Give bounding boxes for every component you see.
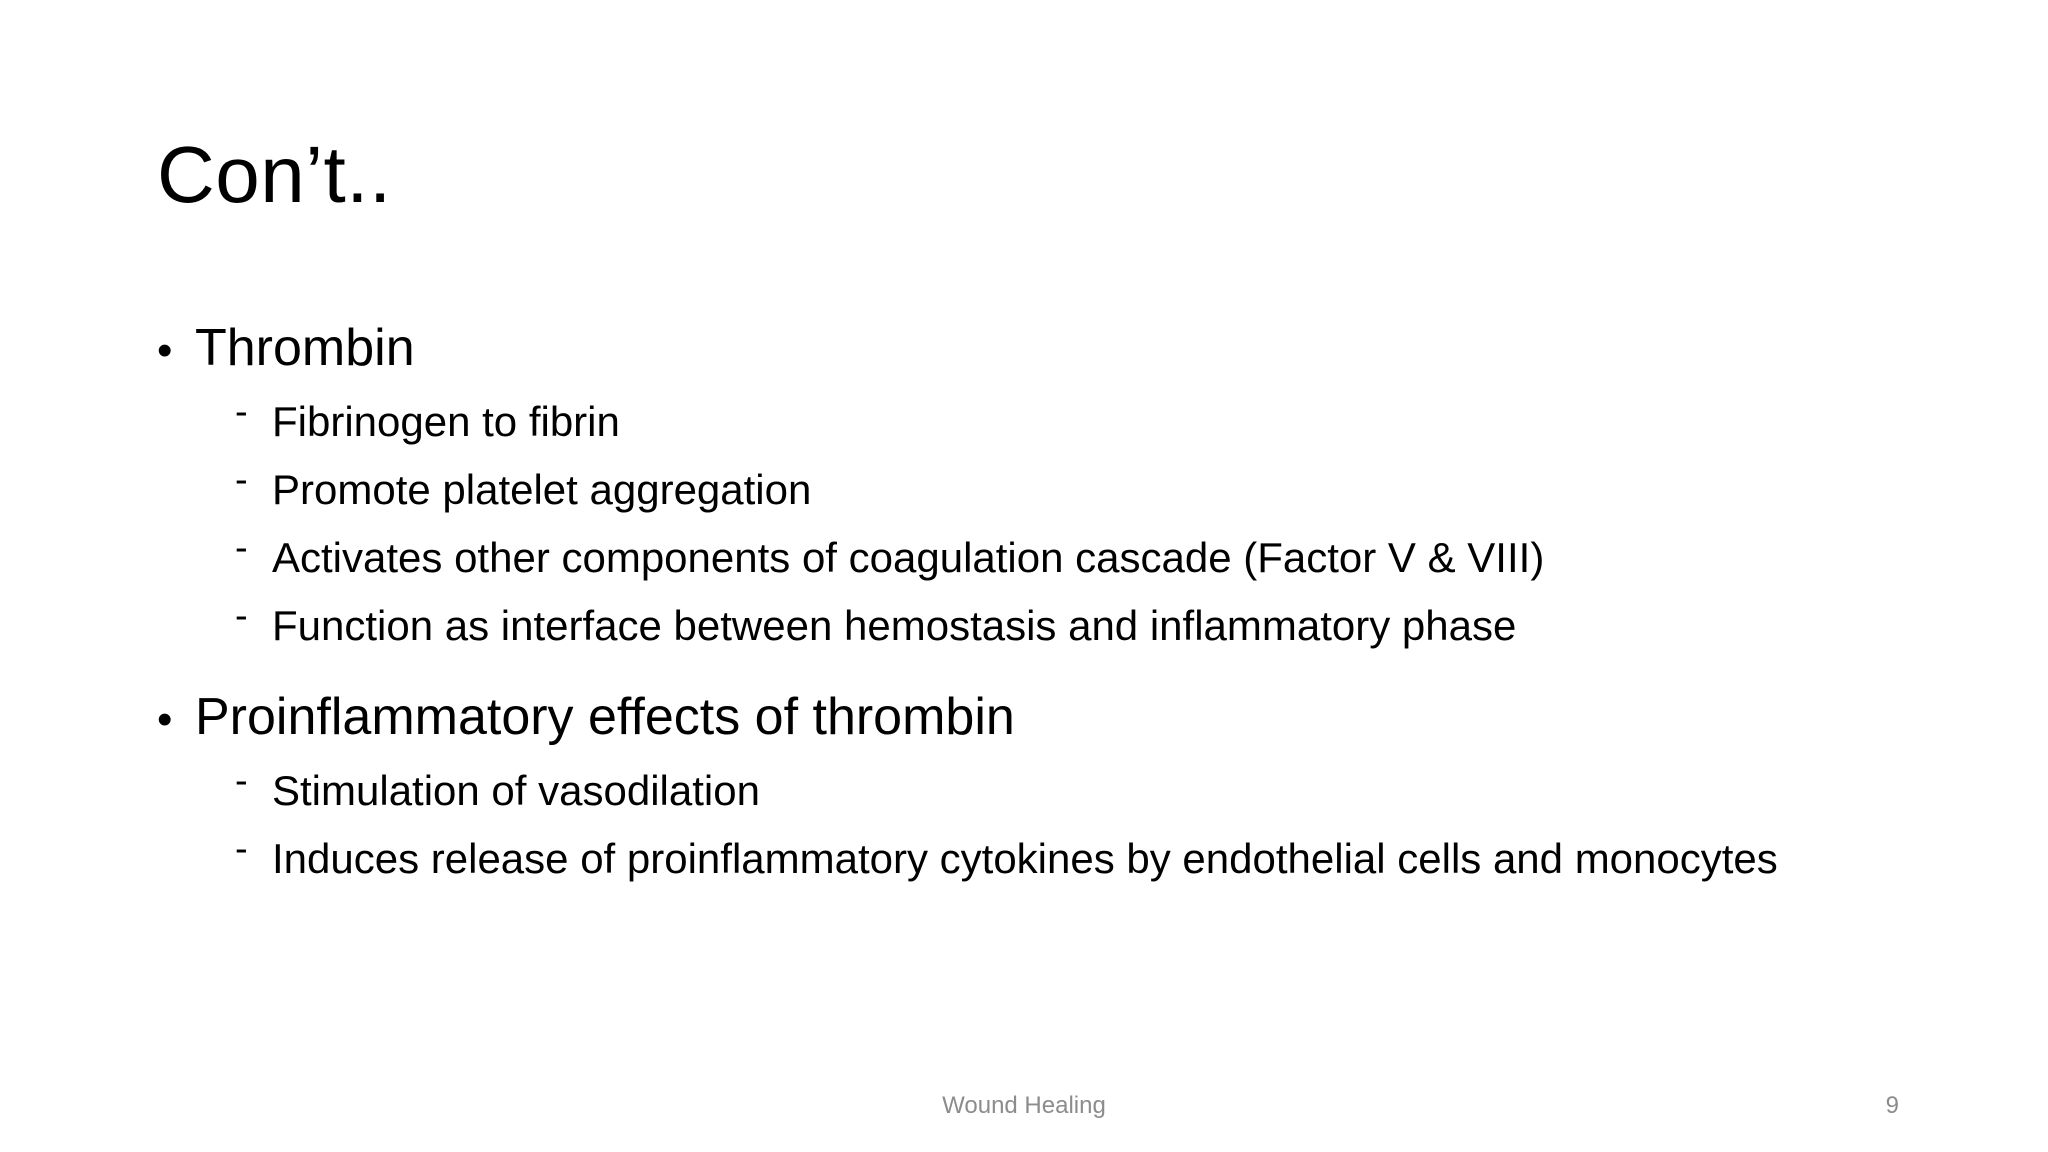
dash-marker: - xyxy=(235,527,248,569)
sub-bullet-text: Function as interface between hemostasis and inflammatory phase xyxy=(272,602,1517,649)
sub-bullet-item xyxy=(235,758,2017,826)
dash-marker: - xyxy=(235,828,248,870)
sub-bullet-text: Stimulation of vasodilation xyxy=(272,767,760,814)
sub-bullet-item xyxy=(235,389,2017,457)
bullet-group-thrombin xyxy=(157,310,2017,661)
bullet-text: Proinflammatory effects of thrombin xyxy=(195,688,1015,746)
bullet-item xyxy=(157,679,2017,758)
sub-bullet-text: Induces release of proinflammatory cytokines by endothelial cells and monocytes xyxy=(272,835,1778,882)
bullet-item xyxy=(157,310,2017,389)
bullet-marker: • xyxy=(157,326,173,375)
dash-marker: - xyxy=(235,760,248,802)
sub-bullet-item xyxy=(235,525,2017,593)
page-number: 9 xyxy=(1885,1092,1899,1119)
slide-title: Con’t.. xyxy=(157,130,392,219)
bullet-group-proinflammatory xyxy=(157,679,2017,894)
sub-bullet-text: Fibrinogen to fibrin xyxy=(272,398,620,445)
slide-content xyxy=(157,310,2017,894)
sub-bullet-text: Activates other components of coagulation cascade (Factor V & VIII) xyxy=(272,534,1545,581)
dash-marker: - xyxy=(235,459,248,501)
bullet-marker: • xyxy=(157,695,173,744)
sub-bullet-item xyxy=(235,457,2017,525)
dash-marker: - xyxy=(235,595,248,637)
sub-bullet-text: Promote platelet aggregation xyxy=(272,466,812,513)
bullet-text: Thrombin xyxy=(195,319,415,377)
footer-title: Wound Healing xyxy=(942,1092,1106,1119)
sub-bullet-item xyxy=(235,826,2017,894)
dash-marker: - xyxy=(235,391,248,433)
sub-bullet-item xyxy=(235,593,2017,661)
